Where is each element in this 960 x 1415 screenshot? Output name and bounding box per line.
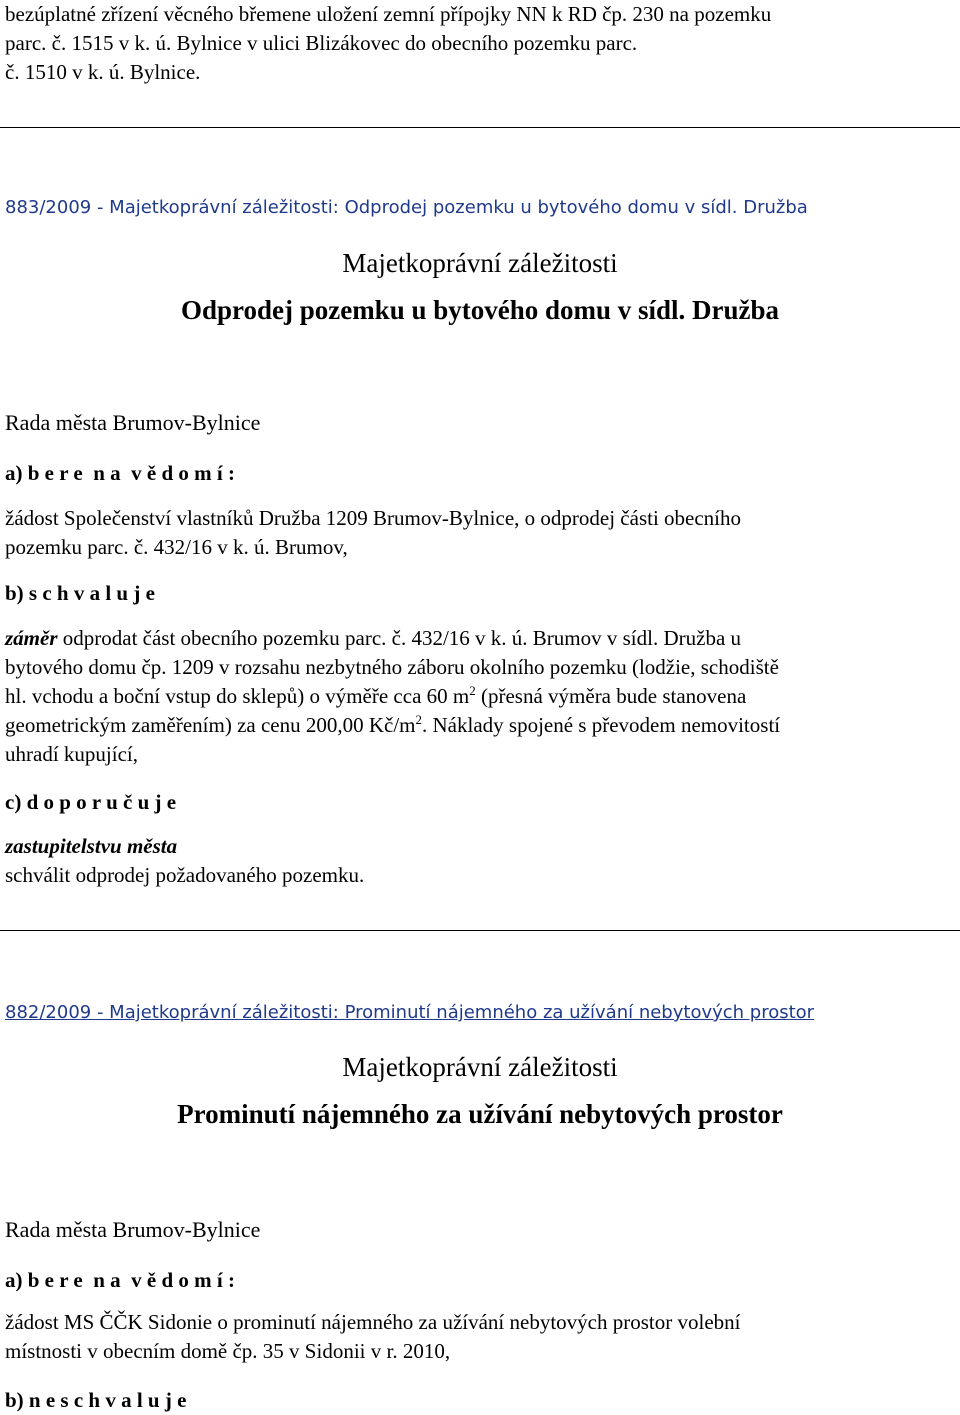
top-paragraph bbox=[5, 0, 955, 87]
point-c-label: c) d o p o r u č u j e bbox=[5, 790, 177, 814]
section-title: Prominutí nájemného za užívání nebytových prostor bbox=[177, 1099, 783, 1129]
point-b-label: b) n e s c h v a l u j e bbox=[5, 1388, 187, 1412]
text-line: uhradí kupující, bbox=[5, 742, 138, 766]
resolution-883-link[interactable]: 883/2009 - Majetkoprávní záležitosti: Odprodej pozemku u bytového domu v sídl. Družba bbox=[5, 197, 808, 218]
text-line: č. 1510 v k. ú. Bylnice. bbox=[5, 60, 201, 84]
point-a-text bbox=[5, 1308, 955, 1366]
text-line: místnosti v obecním domě čp. 35 v Sidonii v r. 2010, bbox=[5, 1339, 451, 1363]
text-line: žádost Společenství vlastníků Družba 1209 Brumov-Bylnice, o odprodej části obecního bbox=[5, 506, 742, 530]
text-line: geometrickým zaměřením) za cenu 200,00 $Kč/m^2$. Náklady spojené s převodem nemovitostí bbox=[5, 712, 781, 737]
emphasis: záměr bbox=[5, 626, 58, 650]
emphasis: zastupitelstvu města bbox=[5, 834, 178, 858]
section-category: Majetkoprávní záležitosti bbox=[342, 248, 618, 278]
council-heading: Rada města Brumov-Bylnice bbox=[5, 410, 261, 435]
divider bbox=[0, 127, 960, 128]
section-title: Odprodej pozemku u bytového domu v sídl. Družba bbox=[180, 295, 780, 325]
text-line: bezúplatné zřízení věcného břemene uložení zemní přípojky NN k RD čp. 230 na pozemku bbox=[5, 2, 772, 26]
resolution-882-link[interactable]: 882/2009 - Majetkoprávní záležitosti: Prominutí nájemného za užívání nebytových prostor bbox=[5, 1002, 815, 1023]
point-b-text bbox=[5, 624, 955, 769]
point-c-text bbox=[5, 832, 955, 890]
divider bbox=[0, 930, 960, 931]
text-line: záměr odprodat část obecního pozemku parc. č. 432/16 v k. ú. Brumov v sídl. Družba u bbox=[5, 626, 742, 650]
text-line: parc. č. 1515 v k. ú. Bylnice v ulici Blizákovec do obecního pozemku parc. bbox=[5, 31, 638, 55]
text-line: bytového domu čp. 1209 v rozsahu nezbytného záboru okolního pozemku (lodžie, schodiště bbox=[5, 655, 779, 679]
point-a-label: a) b e r e n a v ě d o m í : bbox=[5, 461, 236, 485]
council-heading: Rada města Brumov-Bylnice bbox=[5, 1217, 261, 1242]
point-b-label: b) s c h v a l u j e bbox=[5, 581, 155, 605]
text-line: hl. vchodu a boční vstup do sklepů) o výměře cca 60 $m^2$ (přesná výměra bude stanovena bbox=[5, 683, 747, 708]
text-line: schválit odprodej požadovaného pozemku. bbox=[5, 863, 365, 887]
point-a-label: a) b e r e n a v ě d o m í : bbox=[5, 1268, 236, 1292]
section-category: Majetkoprávní záležitosti bbox=[342, 1052, 618, 1082]
text-line: žádost MS ČČK Sidonie o prominutí nájemného za užívání nebytových prostor volební bbox=[5, 1310, 741, 1334]
text-line: pozemku parc. č. 432/16 v k. ú. Brumov, bbox=[5, 535, 348, 559]
point-a-text bbox=[5, 504, 955, 562]
